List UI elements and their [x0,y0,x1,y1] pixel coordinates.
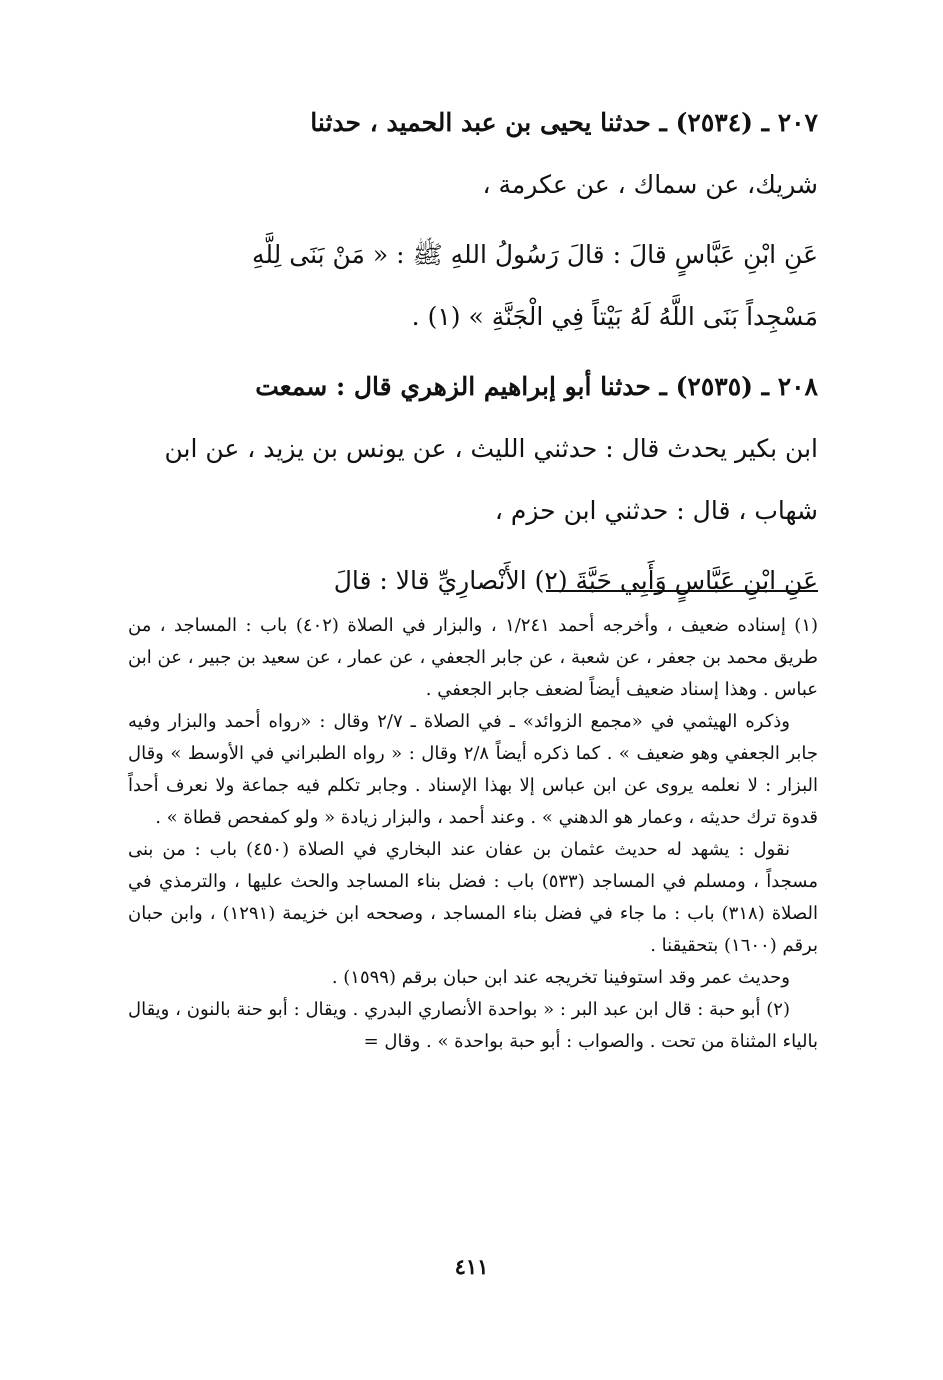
main-text [128,92,818,612]
hadith-208-chain-line1: ابن بكير يحدث قال : حدثني الليث ، عن يونس بن يزيد ، عن ابن [164,434,818,463]
footnotes [128,610,818,1058]
hadith-207-text-line2: مَسْجِداً بَنَى اللَّهُ لَهُ بَيْتاً فِي الْجَنَّةِ » (١) . [411,302,818,331]
hadith-208-text: عَنِ ابْنِ عَبَّاسٍ وَأَبِي حَبَّةَ (٢) الأَنْصارِيِّ قالا : قالَ [333,566,818,595]
footnote-separator [546,590,818,592]
footnote-1-continued: وذكره الهيثمي في «مجمع الزوائد» ـ في الصلاة ـ ٢/٧ وقال : «رواه أحمد والبزار وفيه جابر الجعفي وهو ضعيف » . كما ذكره أيضاً ٢/٨ وقال : « رواه الطبراني في الأوسط » وقال البزار : لا نعلمه يروى عن ابن عباس إلا بهذا الإسناد . وجابر تكلم فيه جماعة ولا نعرف أحداً قدوة ترك حديثه ، وعمار هو الدهني » . وعند أحمد ، والبزار زيادة « ولو كمفحص قطاة » . [128,711,818,828]
footnote-1: (١) إسناده ضعيف ، وأخرجه أحمد ١/٢٤١ ، والبزار في الصلاة (٤٠٢) باب : المساجد ، من طريق محمد بن جعفر ، عن شعبة ، عن جابر الجعفي ، عن عمار ، عن سعيد بن جبير ، عن ابن عباس . وهذا إسناد ضعيف أيضاً لضعف جابر الجعفي . [128,615,819,700]
page-number: ٤١١ [454,1254,489,1279]
hadith-207-text-line1: عَنِ ابْنِ عَبَّاسٍ قالَ : قالَ رَسُولُ اللهِ ﷺ : « مَنْ بَنَى لِلَّهِ [252,240,818,269]
hadith-208-chain-line2: شهاب ، قال : حدثني ابن حزم ، [494,496,818,525]
hadith-208-header: ٢٠٨ ـ (٢٥٣٥) ـ حدثنا أبو إبراهيم الزهري قال : سمعت [255,372,818,401]
footnote-1-witness: نقول : يشهد له حديث عثمان بن عفان عند البخاري في الصلاة (٤٥٠) باب : من بنى مسجداً ، ومسلم في المساجد (٥٣٣) باب : فضل بناء المساجد والحث عليها ، والترمذي في الصلاة (٣١٨) باب : ما جاء في فضل بناء المساجد ، وصححه ابن خزيمة (١٢٩١) ، وابن حبان برقم (١٦٠٠) بتحقيقنا . [128,839,818,956]
hadith-207-header: ٢٠٧ ـ (٢٥٣٤) ـ حدثنا يحيى بن عبد الحميد ، حدثنا [310,108,818,137]
footnote-2: (٢) أبو حبة : قال ابن عبد البر : « بواحدة الأنصاري البدري . ويقال : أبو حنة بالنون ، ويقال بالياء المثناة من تحت . والصواب : أبو حبة بواحدة » . وقال = [128,999,818,1052]
footnote-1-umar: وحديث عمر وقد استوفينا تخريجه عند ابن حبان برقم (١٥٩٩) . [331,967,790,988]
hadith-207-chain: شريك، عن سماك ، عن عكرمة ، [482,170,818,199]
